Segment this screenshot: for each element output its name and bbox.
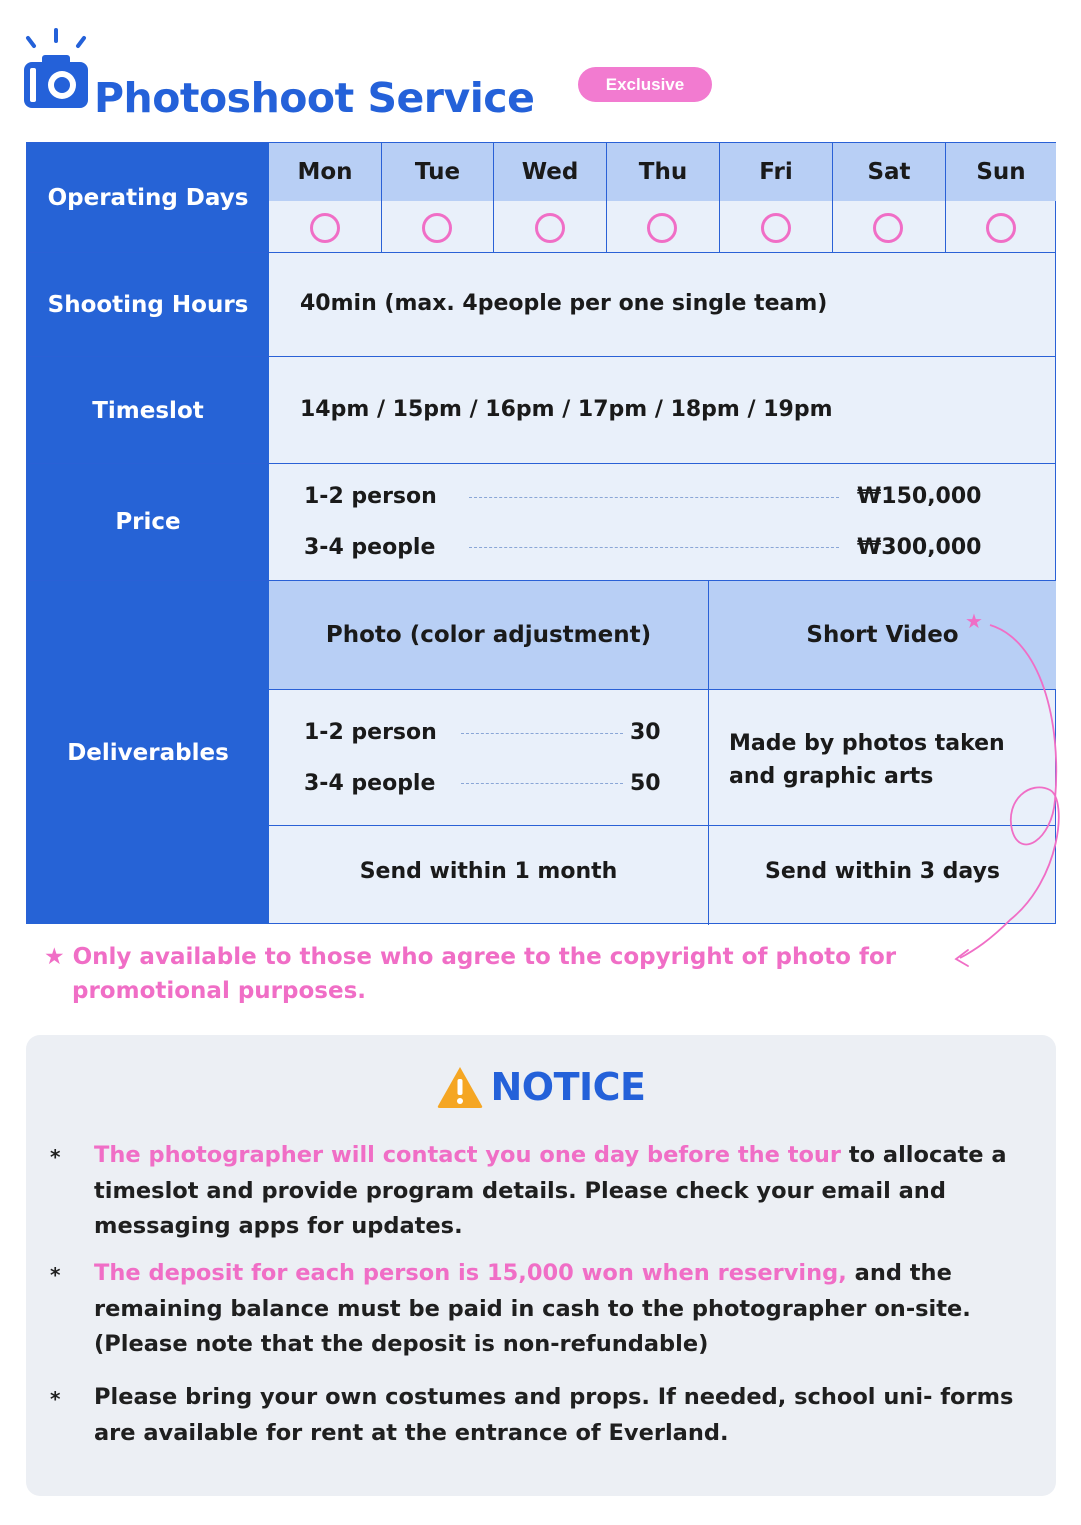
notice-item — [50, 1138, 1040, 1245]
timeslot-value: 14pm / 15pm / 16pm / 17pm / 18pm / 19pm — [300, 397, 833, 422]
price-group-label: 3-4 people — [304, 535, 436, 560]
day-sat: Sat — [833, 143, 945, 201]
page-title: Photoshoot Service — [94, 74, 535, 122]
video-subheader — [709, 581, 1056, 689]
day-wed: Wed — [494, 143, 606, 201]
bullet-icon: * — [50, 1263, 61, 1287]
available-circle-icon — [873, 213, 903, 243]
day-sun: Sun — [946, 143, 1056, 201]
available-circle-icon — [986, 213, 1016, 243]
shooting-hours-header: Shooting Hours — [27, 253, 269, 357]
star-icon: ★ — [44, 944, 65, 970]
star-icon: ★ — [965, 609, 983, 633]
operating-days-header: Operating Days — [27, 143, 269, 253]
price-group-label: 1-2 person — [304, 484, 437, 509]
available-circle-icon — [422, 213, 452, 243]
available-circle-icon — [761, 213, 791, 243]
price-header: Price — [27, 464, 269, 580]
exclusive-badge: Exclusive — [578, 67, 712, 102]
bullet-icon: * — [50, 1145, 61, 1169]
page-header — [22, 26, 762, 122]
day-fri: Fri — [720, 143, 832, 201]
photo-group-label: 3-4 people — [304, 771, 436, 796]
video-subheader-label: Short Video — [806, 622, 959, 648]
notice-heading — [26, 1065, 1056, 1109]
bullet-icon: * — [50, 1387, 61, 1411]
price-amount: ₩150,000 — [857, 484, 982, 509]
day-mon: Mon — [269, 143, 381, 201]
photo-count: 50 — [630, 771, 661, 796]
footnote-line: Only available to those who agree to the copyright of photo for — [72, 944, 897, 970]
notice-box — [26, 1035, 1056, 1496]
notice-text: to allocate a timeslot and provide program details. Please check your email and messaging apps for updates. — [94, 1142, 1007, 1239]
camera-icon — [22, 26, 92, 112]
photo-delivery: Send within 1 month — [359, 859, 618, 884]
photo-count: 30 — [630, 720, 661, 745]
available-circle-icon — [535, 213, 565, 243]
service-table — [26, 142, 1056, 924]
day-tue: Tue — [382, 143, 493, 201]
video-delivery: Send within 3 days — [764, 859, 1001, 884]
video-description: Made by photos taken — [729, 731, 1005, 756]
shooting-hours-value: 40min (max. 4people per one single team) — [300, 291, 828, 316]
footnote — [44, 940, 964, 1008]
notice-highlight: The photographer will contact you one day before the tour — [94, 1142, 842, 1168]
notice-text: Please bring your own costumes and props. If needed, school uni- forms are available for rent at the entrance of Everland. — [94, 1384, 1014, 1446]
video-description: and graphic arts — [729, 764, 934, 789]
available-circle-icon — [647, 213, 677, 243]
notice-item — [50, 1380, 1040, 1451]
photo-group-label: 1-2 person — [304, 720, 437, 745]
notice-highlight: The deposit for each person is 15,000 won when reserving, — [94, 1260, 847, 1286]
price-amount: ₩300,000 — [857, 535, 982, 560]
available-circle-icon — [310, 213, 340, 243]
photo-subheader: Photo (color adjustment) — [269, 581, 708, 689]
notice-item — [50, 1256, 1040, 1363]
notice-text: and the remaining balance must be paid in cash to the photographer on-site. (Please note that the deposit is non-refundable) — [94, 1260, 971, 1357]
timeslot-header: Timeslot — [27, 357, 269, 464]
warning-icon — [436, 1065, 484, 1109]
footnote-line: promotional purposes. — [72, 978, 367, 1004]
deliverables-header: Deliverables — [27, 581, 269, 924]
day-thu: Thu — [607, 143, 719, 201]
notice-title: NOTICE — [490, 1065, 646, 1109]
